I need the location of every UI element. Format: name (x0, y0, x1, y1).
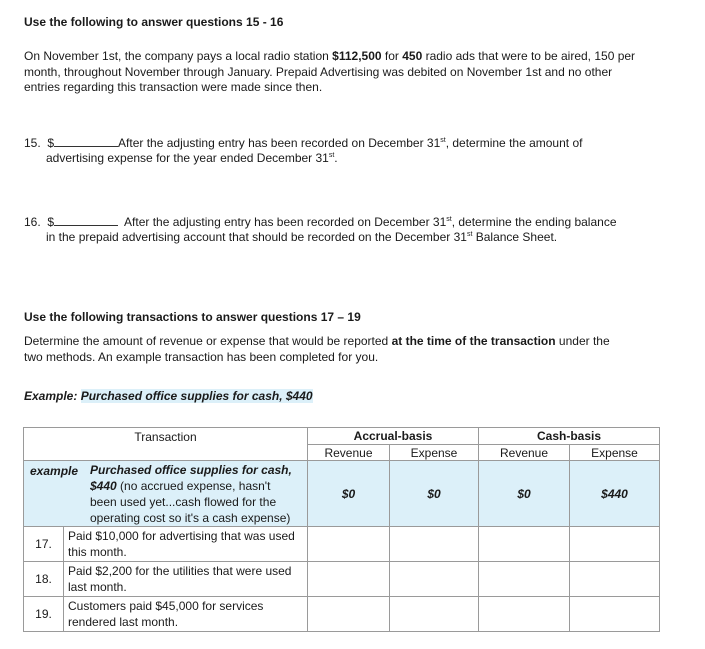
question-text: advertising expense for the year ended December 31 (46, 151, 329, 165)
example-caption (24, 389, 313, 403)
section1-heading: Use the following to answer questions 15 - 16 (24, 15, 284, 29)
question-text: Balance Sheet. (472, 230, 558, 244)
row-description (64, 527, 308, 562)
answer-cell-18-cash-revenue[interactable] (479, 562, 570, 597)
row-line: rendered last month. (68, 615, 179, 629)
example-row (24, 461, 660, 527)
example-transaction-cell (24, 461, 308, 527)
example-line: been used yet...cash flowed for the (90, 495, 277, 509)
example-amount: $440 (90, 479, 117, 493)
answer-blank-15[interactable] (54, 135, 118, 147)
question-text: After the adjusting entry has been recorded on December 31 (124, 215, 447, 229)
example-accrual-expense: $0 (390, 461, 479, 527)
example-cash-expense: $440 (570, 461, 660, 527)
emphasis-text: at the time of the transaction (391, 334, 556, 348)
example-label: example (30, 464, 79, 478)
para-text: under the (555, 334, 610, 348)
table-row (24, 527, 660, 562)
answer-cell-18-accrual-expense[interactable] (390, 562, 479, 597)
example-line: operating cost so it's a cash expense) (90, 511, 291, 525)
superscript: st (466, 231, 473, 238)
row-number: 17. (24, 527, 64, 562)
question-text: in the prepaid advertising account that should be recorded on the December 31 (46, 230, 467, 244)
answer-cell-19-accrual-expense[interactable] (390, 597, 479, 632)
row-line: Customers paid $45,000 for services (68, 599, 264, 613)
cash-basis-header: Cash-basis (479, 428, 660, 445)
answer-cell-17-accrual-revenue[interactable] (308, 527, 390, 562)
superscript: st (440, 137, 446, 144)
ad-count: 450 (402, 49, 423, 63)
question-text: . (334, 151, 338, 165)
answer-cell-19-cash-expense[interactable] (570, 597, 660, 632)
section2-paragraph-line2: two methods. An example transaction has been completed for you. (24, 350, 379, 364)
question-16-line1 (24, 214, 617, 229)
accrual-basis-header: Accrual-basis (308, 428, 479, 445)
row-line: Paid $10,000 for advertising that was used (68, 529, 295, 543)
transaction-header: Transaction (24, 428, 308, 461)
transaction-table (23, 427, 660, 632)
payment-amount: $112,500 (332, 49, 382, 63)
question-16-line2 (46, 230, 557, 244)
table-row (24, 562, 660, 597)
example-line: Purchased office supplies for cash, (90, 463, 292, 477)
section1-paragraph-line2: month, throughout November through January. Prepaid Advertising was debited on November 1st and no other (24, 65, 613, 79)
question-number: 15. (24, 136, 41, 150)
superscript: st (328, 152, 335, 159)
para-text: radio ads that were to be aired, 150 per (422, 49, 636, 63)
para-text: On November 1st, the company pays a local radio station (24, 49, 333, 63)
answer-cell-17-cash-revenue[interactable] (479, 527, 570, 562)
example-description (90, 461, 292, 526)
answer-cell-17-cash-expense[interactable] (570, 527, 660, 562)
question-text: After the adjusting entry has been recorded on December 31 (118, 136, 441, 150)
dollar-sign: $ (47, 136, 55, 150)
example-line (90, 478, 292, 494)
section2-heading: Use the following transactions to answer questions 17 – 19 (24, 310, 361, 324)
answer-cell-19-accrual-revenue[interactable] (308, 597, 390, 632)
section1-paragraph-line3: entries regarding this transaction were made since then. (24, 80, 323, 94)
table-row (24, 597, 660, 632)
dollar-sign: $ (47, 215, 55, 229)
answer-cell-18-accrual-revenue[interactable] (308, 562, 390, 597)
cash-expense-header: Expense (570, 445, 660, 461)
row-number: 18. (24, 562, 64, 597)
row-number: 19. (24, 597, 64, 632)
question-text: , determine the amount of (445, 136, 583, 150)
row-line: last month. (68, 580, 127, 594)
row-line: Paid $2,200 for the utilities that were used (68, 564, 292, 578)
section2-paragraph-line1 (24, 334, 610, 348)
answer-cell-17-accrual-expense[interactable] (390, 527, 479, 562)
para-text: Determine the amount of revenue or expense that would be reported (24, 334, 392, 348)
example-accrual-revenue: $0 (308, 461, 390, 527)
section1-paragraph-line1 (24, 49, 635, 63)
question-text: , determine the ending balance (451, 215, 617, 229)
para-text: for (381, 49, 403, 63)
answer-blank-16[interactable] (54, 214, 118, 226)
accrual-revenue-header: Revenue (308, 445, 390, 461)
answer-cell-18-cash-expense[interactable] (570, 562, 660, 597)
row-description (64, 562, 308, 597)
example-text-highlighted: Purchased office supplies for cash, $440 (80, 389, 313, 403)
row-description (64, 597, 308, 632)
answer-cell-19-cash-revenue[interactable] (479, 597, 570, 632)
question-15-line2 (46, 151, 338, 165)
example-note: (no accrued expense, hasn't (116, 479, 271, 493)
question-number: 16. (24, 215, 41, 229)
row-line: this month. (68, 545, 127, 559)
example-label: Example: (24, 389, 81, 403)
superscript: st (446, 216, 452, 223)
accrual-expense-header: Expense (390, 445, 479, 461)
question-15-line1 (24, 135, 582, 150)
cash-revenue-header: Revenue (479, 445, 570, 461)
example-cash-revenue: $0 (479, 461, 570, 527)
